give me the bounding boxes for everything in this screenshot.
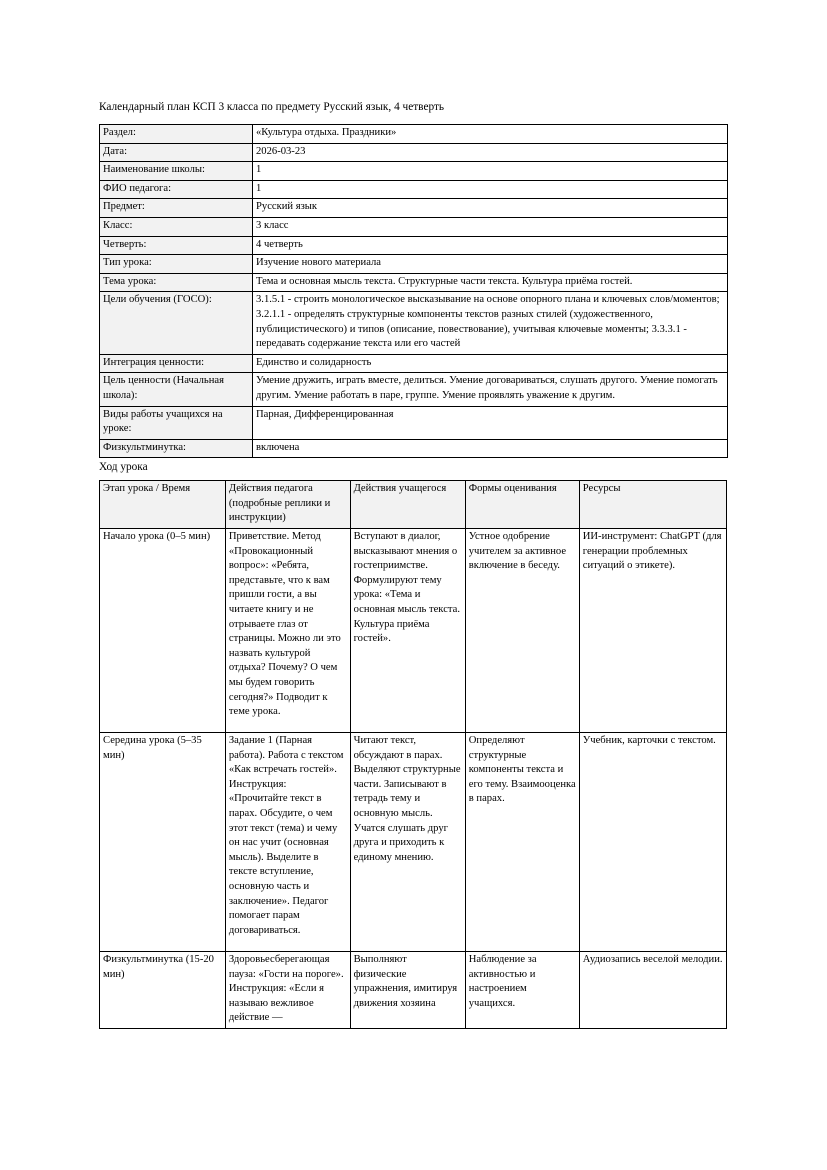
document-content [99,100,727,1029]
section-heading-lesson-flow: Ход урока [99,461,148,474]
table-row [100,199,728,218]
column-header-student-actions: Действия учащегося [350,481,465,529]
info-label: Четверть: [100,236,253,255]
info-label: Виды работы учащихся на уроке: [100,406,253,439]
info-value: Изучение нового материала [253,255,728,274]
table-row [100,236,728,255]
table-row [100,273,728,292]
info-value: 2026-03-23 [253,143,728,162]
cell-assessment: Устное одобрение учителем за активное включение в беседу. [465,529,579,733]
table-row [100,162,728,181]
lesson-info-body [100,125,728,458]
page-bottom-margin [0,1066,827,1170]
table-row [100,733,727,952]
table-row [100,217,728,236]
info-label: Дата: [100,143,253,162]
cell-assessment: Определяют структурные компоненты текста и его тему. Взаимооценка в парах. [465,733,579,952]
info-label: Наименование школы: [100,162,253,181]
info-value: Тема и основная мысль текста. Структурные части текста. Культура приёма гостей. [253,273,728,292]
table-row [100,406,728,439]
cell-resources: Аудиозапись веселой мелодии. [579,952,726,1029]
info-value: включена [253,439,728,458]
info-label: Тема урока: [100,273,253,292]
cell-stage: Середина урока (5–35 мин) [100,733,226,952]
table-row [100,180,728,199]
cell-resources: Учебник, карточки с текстом. [579,733,726,952]
table-row [100,125,728,144]
column-header-resources: Ресурсы [579,481,726,529]
cell-student-actions: Вступают в диалог, высказывают мнения о гостеприимстве. Формулируют тему урока: «Тема и основная мысль текста. Культура приёма гостей». [350,529,465,733]
column-header-stage: Этап урока / Время [100,481,226,529]
cell-stage: Физкультминутка (15-20 мин) [100,952,226,1029]
info-value: Умение дружить, играть вместе, делиться. Умение договариваться, слушать другого. Умение помогать другим. Умение работать в паре, группе. Умение проявлять уважение к другим. [253,373,728,406]
info-label: Раздел: [100,125,253,144]
cell-teacher-actions: Здоровьесберегающая пауза: «Гости на пороге». Инструкция: «Если я называю вежливое действие — [225,952,350,1029]
info-label: Предмет: [100,199,253,218]
info-label: Интеграция ценности: [100,354,253,373]
page-title: Календарный план КСП 3 класса по предмету Русский язык, 4 четверть [99,101,445,113]
column-header-teacher-actions: Действия педагога (подробные реплики и инструкции) [225,481,350,529]
info-label: ФИО педагога: [100,180,253,199]
table-row [100,292,728,354]
info-value: «Культура отдыха. Праздники» [253,125,728,144]
info-value: 1 [253,180,728,199]
table-row [100,143,728,162]
table-row [100,373,728,406]
cell-assessment: Наблюдение за активностью и настроением учащихся. [465,952,579,1029]
column-header-assessment: Формы оценивания [465,481,579,529]
lesson-info-table [99,124,728,458]
table-row [100,952,727,1029]
info-label: Цели обучения (ГОСО): [100,292,253,354]
lesson-flow-table [99,480,727,1029]
table-row [100,439,728,458]
cell-resources: ИИ-инструмент: ChatGPT (для генерации проблемных ситуаций о этикете). [579,529,726,733]
cell-teacher-actions: Приветствие. Метод «Провокационный вопрос»: «Ребята, представьте, что к вам пришли гости, а вы читаете книгу и не отрываете глаз от страницы. Можно ли это назвать культурой отдыха? Почему? О чем мы будем говорить сегодня?» Подводит к теме урока. [225,529,350,733]
lesson-flow-header [100,481,727,529]
info-label: Тип урока: [100,255,253,274]
info-value: Русский язык [253,199,728,218]
cell-student-actions: Выполняют физические упражнения, имитируя движения хозяина [350,952,465,1029]
cell-student-actions: Читают текст, обсуждают в парах. Выделяют структурные части. Записывают в тетрадь тему и основную мысль. Учатся слушать друг друга и приходить к единому мнению. [350,733,465,952]
table-header-row [100,481,727,529]
info-label: Физкультминутка: [100,439,253,458]
info-value: Парная, Дифференцированная [253,406,728,439]
table-row [100,354,728,373]
info-label: Класс: [100,217,253,236]
info-value: Единство и солидарность [253,354,728,373]
cell-stage: Начало урока (0–5 мин) [100,529,226,733]
info-value: 1 [253,162,728,181]
lesson-flow-body [100,529,727,1029]
cell-teacher-actions: Задание 1 (Парная работа). Работа с текстом «Как встречать гостей». Инструкция: «Прочитайте текст в парах. Обсудите, о чем этот текст (тема) и чему он нас учит (основная мысль). Выделите в тексте вступление, основную часть и заключение». Педагог помогает парам договариваться. [225,733,350,952]
table-row [100,529,727,733]
info-value: 3.1.5.1 - строить монологическое высказывание на основе опорного плана и ключевых слов/моментов; 3.2.1.1 - определять структурные компоненты текстов разных стилей (художественного, публицистического) и типов (описание, повествование), учитывая ключевые моменты; 3.3.3.1 - передавать содержание текста или его частей [253,292,728,354]
info-label: Цель ценности (Начальная школа): [100,373,253,406]
info-value: 3 класс [253,217,728,236]
info-value: 4 четверть [253,236,728,255]
table-row [100,255,728,274]
